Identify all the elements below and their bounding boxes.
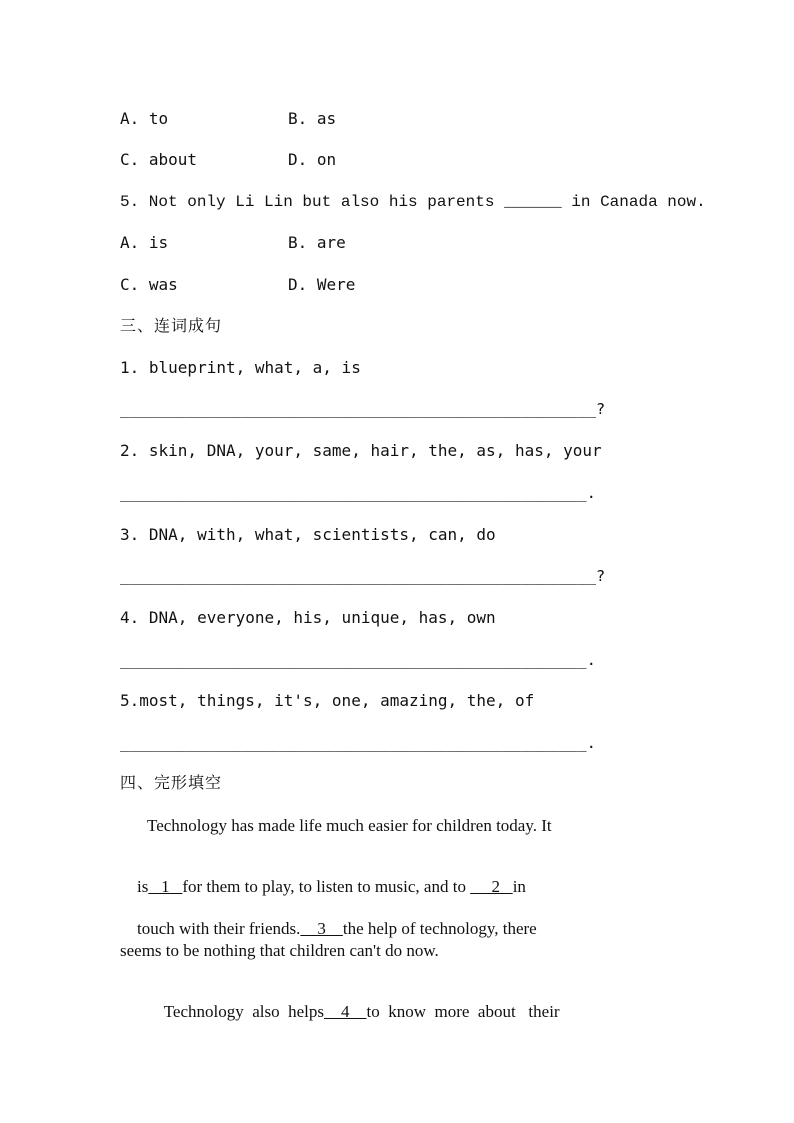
passage-text: touch with their friends.: [137, 919, 301, 938]
q4-option-a: A. to: [120, 109, 169, 128]
sentence-prompt-3: 3. DNA, with, what, scientists, can, do: [120, 525, 496, 544]
sentence-prompt-4: 4. DNA, everyone, his, unique, has, own: [120, 608, 496, 627]
cloze-blank-3[interactable]: 3: [300, 919, 343, 938]
passage-text: for them to play, to listen to music, and to: [182, 877, 471, 896]
passage-line-5: [147, 982, 560, 1042]
q5-option-d: D. Were: [288, 275, 356, 294]
answer-line-5[interactable]: __________________________________________________.: [120, 734, 596, 752]
answer-line-2[interactable]: __________________________________________________.: [120, 484, 596, 502]
q5-option-a: A. is: [120, 233, 169, 252]
cloze-blank-4[interactable]: 4: [323, 1002, 367, 1021]
passage-text: the help of technology, there: [342, 919, 537, 938]
sentence-prompt-2: 2. skin, DNA, your, same, hair, the, as, has, your: [120, 441, 602, 460]
q4-option-b: B. as: [288, 109, 337, 128]
q5-option-b: B. are: [288, 233, 346, 252]
passage-text: in: [512, 877, 526, 896]
cloze-blank-1[interactable]: 1: [148, 877, 183, 896]
passage-line-1: Technology has made life much easier for children today. It: [147, 816, 552, 835]
section-4-heading: 四、完形填空: [120, 773, 223, 792]
q5-stem: 5. Not only Li Lin but also his parents ______ in Canada now.: [120, 193, 706, 211]
answer-line-1[interactable]: ___________________________________________________?: [120, 400, 606, 418]
sentence-prompt-1: 1. blueprint, what, a, is: [120, 358, 361, 377]
passage-text: Technology also helps: [163, 1002, 324, 1021]
answer-line-4[interactable]: __________________________________________________.: [120, 651, 596, 669]
cloze-blank-2[interactable]: 2: [470, 877, 513, 896]
q4-option-c: C. about: [120, 150, 198, 169]
q5-option-c: C. was: [120, 275, 178, 294]
passage-text: is: [137, 877, 149, 896]
passage-line-4: seems to be nothing that children can't do now.: [120, 941, 439, 960]
passage-text: to know more about their: [366, 1002, 560, 1021]
section-3-heading: 三、连词成句: [120, 316, 223, 335]
q4-option-d: D. on: [288, 150, 337, 169]
answer-line-3[interactable]: ___________________________________________________?: [120, 567, 606, 585]
sentence-prompt-5: 5.most, things, it's, one, amazing, the, of: [120, 691, 535, 710]
